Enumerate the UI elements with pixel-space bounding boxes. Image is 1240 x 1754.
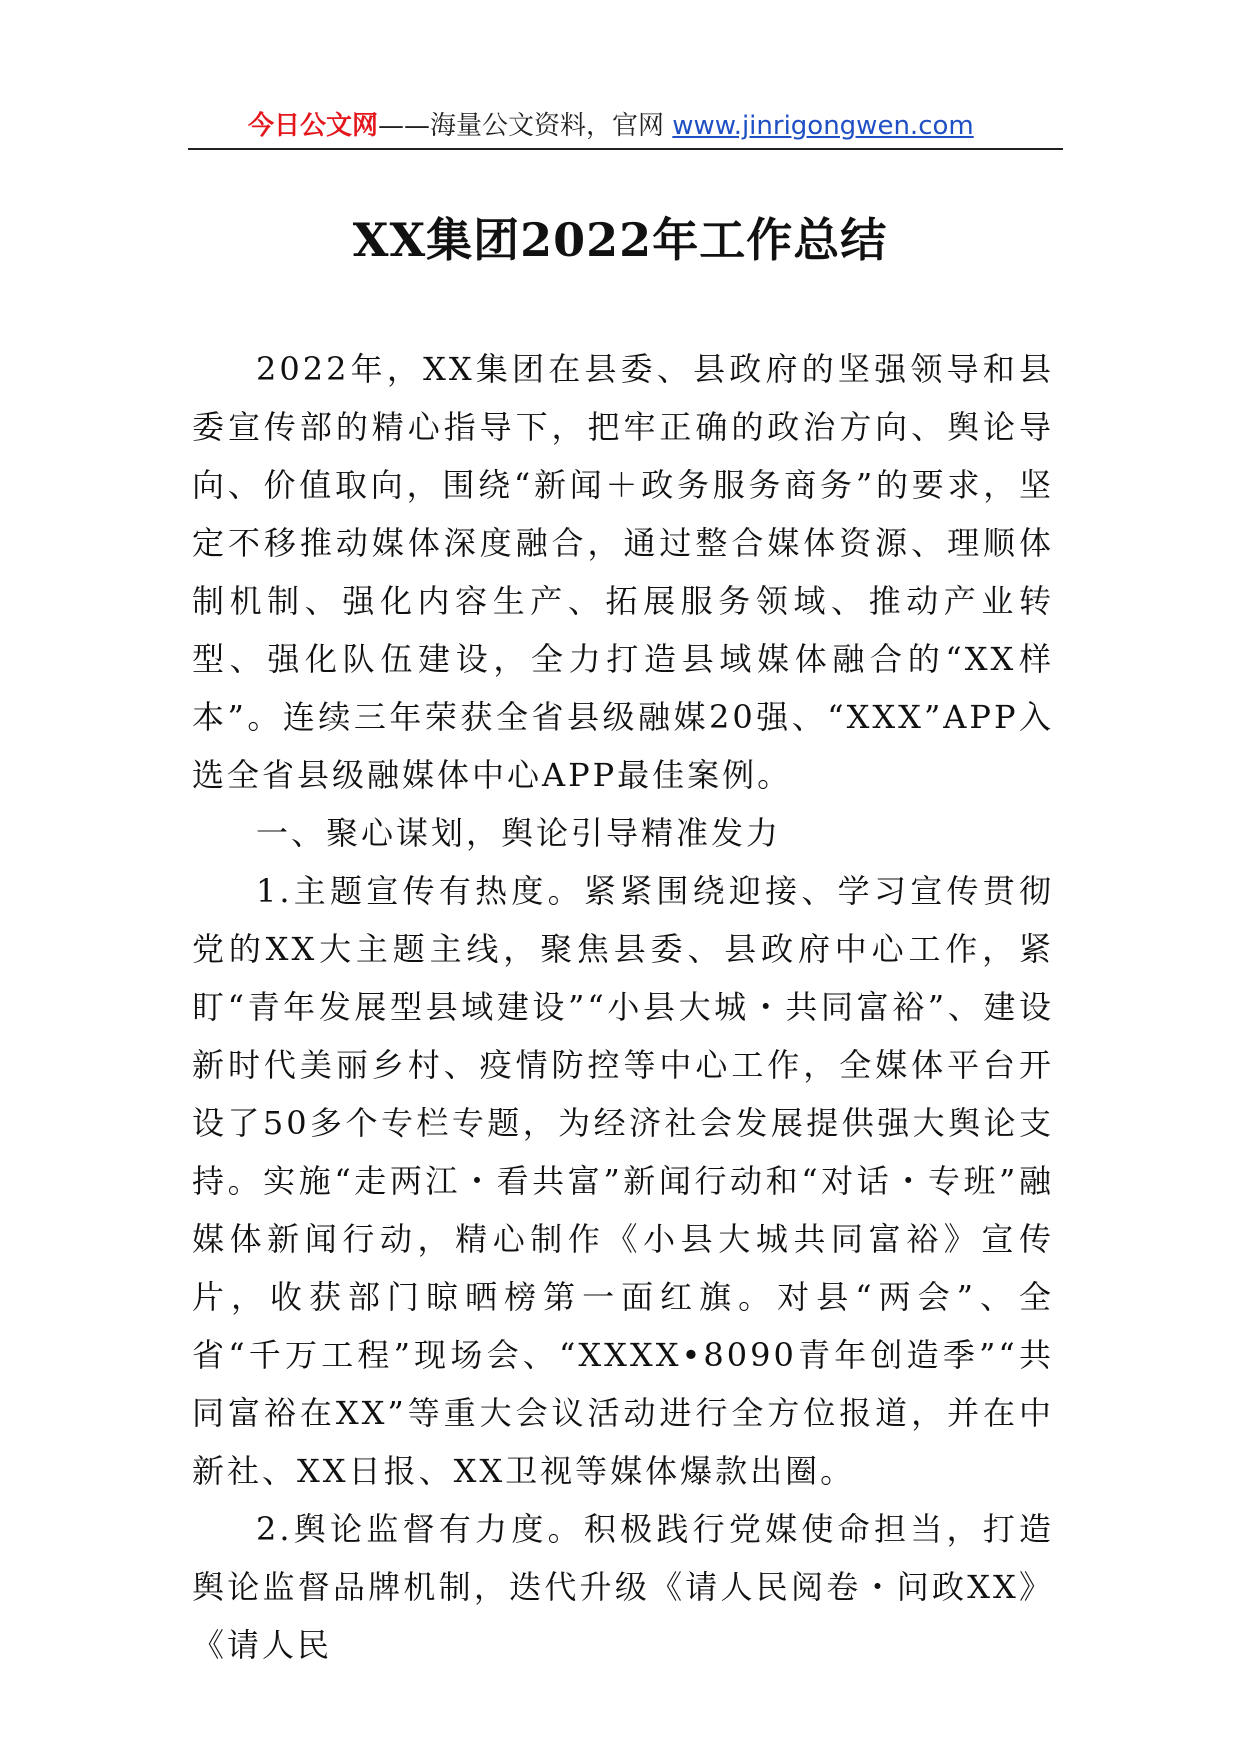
site-brand[interactable]: 今日公文网 [248,111,379,141]
section-heading: 一、聚心谋划，舆论引导精准发力 [256,814,782,852]
document-body [192,340,1054,1674]
document-title: XX集团2022年工作总结 [352,213,888,267]
site-header [188,104,1063,150]
site-tagline: ——海量公文资料，官网 [378,111,673,141]
site-url-link[interactable]: www.jinrigongwen.com [672,111,974,141]
body-paragraph: 1.主题宣传有热度。紧紧围绕迎接、学习宣传贯彻党的XX大主题主线，聚焦县委、县政府中心工作，紧盯“青年发展型县域建设”“小县大城・共同富裕”、建设新时代美丽乡村、疫情防控等中心工作，全媒体平台开设了50多个专栏专题，为经济社会发展提供强大舆论支持。实施“走两江・看共富”新闻行动和“对话・专班”融媒体新闻行动，精心制作《小县大城共同富裕》宣传片，收获部门晾晒榜第一面红旗。对县“两会”、全省“千万工程”现场会、“XXXX•8090青年创造季”“共同富裕在XX”等重大会议活动进行全方位报道，并在中新社、XX日报、XX卫视等媒体爆款出圈。 [192,872,1054,1490]
body-paragraph: 2.舆论监督有力度。积极践行党媒使命担当，打造舆论监督品牌机制，迭代升级《请人民阅卷・问政XX》《请人民 [192,1510,1054,1664]
intro-paragraph: 2022年，XX集团在县委、县政府的坚强领导和县委宣传部的精心指导下，把牢正确的政治方向、舆论导向、价值取向，围绕“新闻＋政务服务商务”的要求，坚定不移推动媒体深度融合，通过整合媒体资源、理顺体制机制、强化内容生产、拓展服务领域、推动产业转型、强化队伍建设，全力打造县域媒体融合的“XX样本”。连续三年荣获全省县级融媒20强、“XXX”APP入选全省县级融媒体中心APP最佳案例。 [192,350,1054,794]
